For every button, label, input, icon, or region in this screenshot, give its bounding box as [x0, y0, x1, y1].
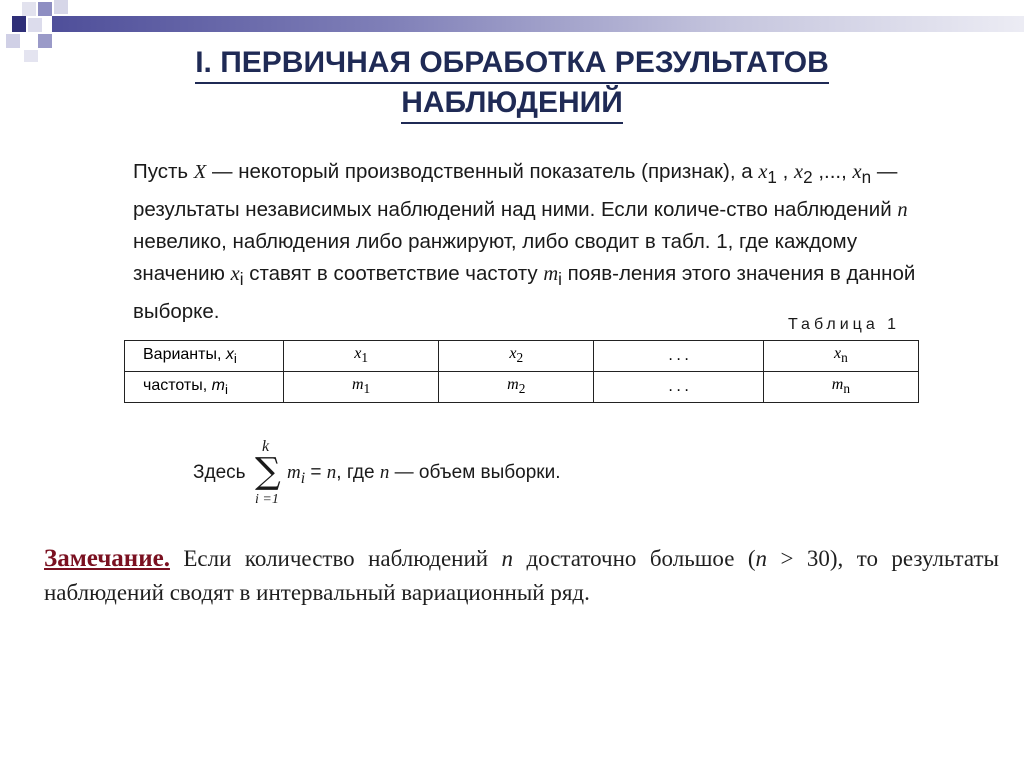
- sum-text: , где: [336, 462, 380, 483]
- var-n: n: [897, 199, 908, 222]
- var-x: X: [193, 161, 207, 183]
- title-line-1: I. ПЕРВИЧНАЯ ОБРАБОТКА РЕЗУЛЬТАТОВ: [195, 44, 829, 84]
- table-cell: [284, 372, 439, 403]
- para-text: ставят в соответствие частоту: [243, 262, 544, 286]
- row-header-text: частоты,: [143, 376, 212, 394]
- cell-var: m: [831, 376, 844, 394]
- sub: i: [233, 351, 237, 367]
- remark-text: > 30), то результаты наблюдений сводят в интервальный вариационный ряд.: [44, 546, 1000, 605]
- table-cell: [594, 372, 763, 403]
- cell-ellipsis: . . .: [668, 378, 689, 395]
- frequency-table: [124, 340, 919, 403]
- cell-sub: 2: [516, 350, 524, 366]
- sub-1: 1: [767, 168, 777, 188]
- table-cell: [763, 341, 918, 372]
- var-xn: x: [852, 161, 862, 183]
- sum-text: — объем выборки.: [389, 462, 561, 483]
- sigma-symbol: ∑: [255, 451, 281, 492]
- sum-prefix: Здесь: [193, 462, 246, 483]
- para-text: появ-ления этого значения в данной выборке.: [133, 262, 916, 324]
- para-text: — результаты независимых наблюдений над ними. Если количе-ство наблюдений: [133, 160, 898, 222]
- sum-lower-limit: i =1: [255, 492, 279, 507]
- para-text: Пусть: [133, 160, 194, 183]
- table-row: [125, 372, 919, 403]
- cell-var: x: [834, 345, 842, 363]
- sum-formula: [193, 440, 693, 510]
- row-header-frequencies: [125, 372, 284, 403]
- remark-label: Замечание.: [44, 545, 170, 572]
- var-n: n: [501, 546, 514, 571]
- table-cell: [763, 372, 918, 403]
- remark-text: достаточно большое (: [513, 546, 756, 571]
- var: x: [225, 345, 234, 363]
- cell-ellipsis: . . .: [668, 347, 689, 364]
- var-n: n: [379, 462, 390, 483]
- page-title: [0, 44, 1024, 124]
- var-x1: x: [758, 161, 768, 183]
- var-x2: x: [794, 161, 804, 183]
- sum-expression: [287, 462, 561, 488]
- para-text: невелико, наблюдения либо ранжируют, либо сводит в табл. 1, где каждому значению: [133, 230, 858, 286]
- sub-2: 2: [803, 168, 813, 188]
- var-n: n: [755, 546, 768, 571]
- row-header-variants: [125, 341, 284, 372]
- intro-paragraph: [133, 156, 918, 328]
- var-n: n: [326, 462, 337, 483]
- cell-var: x: [509, 345, 517, 363]
- cell-sub: n: [843, 381, 851, 397]
- sub-n: n: [861, 168, 872, 188]
- remark-paragraph: [44, 542, 999, 610]
- cell-var: x: [354, 345, 362, 363]
- table-cell: [439, 372, 594, 403]
- table-cell: [439, 341, 594, 372]
- para-text: — некоторый производственный показатель (признак), а: [206, 160, 759, 183]
- var-xi: x: [230, 263, 240, 286]
- remark-text: Если количество наблюдений: [169, 546, 502, 571]
- table-cell: [594, 341, 763, 372]
- para-text: ,: [776, 160, 789, 183]
- sub-i: i: [300, 469, 306, 487]
- cell-sub: 2: [518, 381, 526, 397]
- sub-i: i: [558, 270, 562, 290]
- title-line-2: НАБЛЮДЕНИЙ: [401, 84, 623, 124]
- cell-sub: 1: [361, 350, 368, 366]
- sum-upper-limit: k: [262, 438, 270, 455]
- var: m: [211, 376, 225, 394]
- cell-var: m: [507, 376, 519, 394]
- cell-sub: n: [841, 350, 848, 366]
- equals: =: [305, 462, 327, 483]
- table-caption: Таблица 1: [788, 316, 901, 333]
- row-header-text: Варианты,: [143, 345, 226, 363]
- cell-sub: 1: [363, 381, 371, 397]
- para-text: ,...,: [812, 160, 853, 183]
- header-gradient-bar: [52, 16, 1024, 32]
- cell-var: m: [351, 376, 364, 394]
- table-row: [125, 341, 919, 372]
- table-cell: [284, 341, 439, 372]
- var-mi: m: [543, 263, 559, 286]
- sub-i: i: [239, 270, 244, 290]
- sub: i: [224, 382, 228, 398]
- var-m: m: [287, 462, 301, 483]
